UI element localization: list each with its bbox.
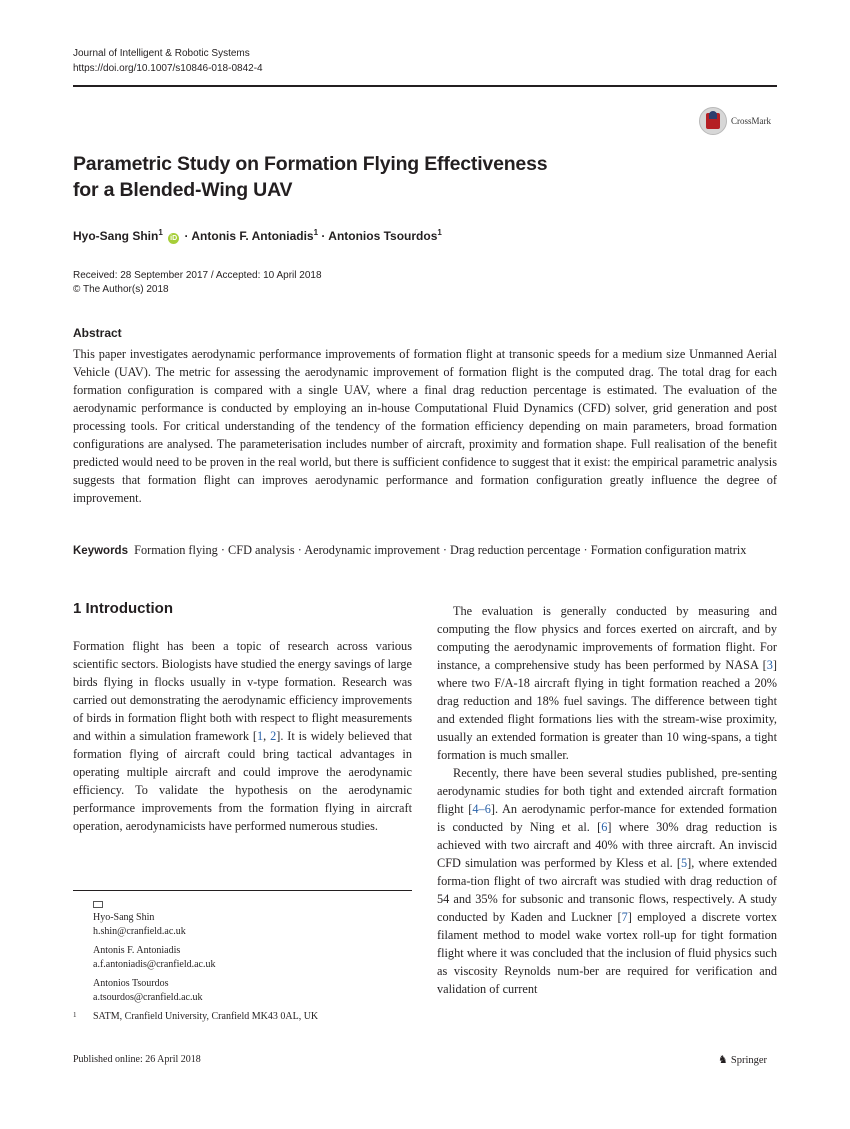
publisher-name: Springer — [730, 1055, 768, 1066]
envelope-icon — [93, 901, 103, 908]
citation-link[interactable]: 5 — [680, 856, 688, 870]
paragraph: Recently, there have been several studies published, pre-senting aerodynamic studies for both tight and extended aircraft formation flight [4–6]. An aerodynamic perfor-mance for extended formation is conducted by Ning et al. [6] where 30% drag reduction is achieved with two aircraft and 40% with three aircraft. An inviscid CFD simulation was performed by Kless et al. [5], where extended forma-tion flight of two aircraft was studied with drag reduction of 54 and 35% for subsonic and transonic flows, respectively. A study conducted by Kaden and Luckner [7] employed a discrete vortex filament method to model wake vortex roll-up for tight formation flight where it was concluded that the inclusion of fluid physics such as viscosity Reynolds num-ber are required for verification and validation of current — [437, 766, 778, 996]
affiliation-marker: 1 — [158, 228, 163, 237]
citation-link[interactable]: 6 — [601, 820, 608, 834]
journal-name: Journal of Intelligent & Robotic Systems — [73, 48, 250, 59]
crossmark-badge[interactable] — [699, 107, 779, 137]
crossmark-icon — [699, 107, 727, 135]
left-column — [73, 637, 412, 835]
abstract-heading: Abstract — [73, 326, 122, 340]
article-dates — [73, 269, 322, 297]
contact-name: Antonios Tsourdos — [93, 978, 169, 989]
copyright: © The Author(s) 2018 — [73, 284, 169, 295]
right-column — [437, 602, 777, 998]
citation-link[interactable]: 1 — [256, 729, 264, 743]
abstract-text: This paper investigates aerodynamic performance improvements of formation flight at transonic speeds for a medium size Unmanned Aerial Vehicle (UAV). The metric for assessing the aerodynamic improvement of formation flight is the computed drag. The total drag for each formation configuration is compared with a single UAV, where a final drag reduction percentage is estimated. The evaluation of the aerodynamic performance is conducted by employing an in-house Computational Fluid Dynamics (CFD) solver, grid generation and post processing tools. For critical understanding of the tendency of the formation efficiency depending on main parameters, broad formation configurations are analysed. The parameterisation includes number of aircraft, proximity and formation shape. Full realisation of the benefit predicted would need to be proven in the real world, but there is sufficient confidence to suggest that it exist: the empirical parametric analysis suggests that formation flight can improves aerodynamic performance and formation configuration greatly influence the degree of improvement. — [73, 347, 777, 505]
paragraph: Formation flight has been a topic of research across various scientific sectors. Biologists have studied the energy savings of large birds flying in flocks usually in v-type formation. Research was carried out demonstrating the aerodynamic efficiency improvements of birds in formation flight both with respect to flight measurements and within a simulation framework [1, 2]. It is widely believed that formation flying of aircraft could bring tactical advantages in operating multiple aircraft and could improve the aerodynamic efficiency. To validate the hypothesis on the aerodynamic performance improvements from the formation flying in aircraft operation, aerodynamicists have performed numerous studies. — [73, 639, 413, 833]
contact-email[interactable]: h.shin@cranfield.ac.uk — [93, 926, 186, 937]
publisher-logo — [718, 1053, 767, 1066]
author-name[interactable]: Antonis F. Antoniadis — [191, 229, 314, 243]
author-name[interactable]: Hyo-Sang Shin — [73, 229, 159, 243]
keywords-text: Formation flying · CFD analysis · Aerodynamic improvement · Drag reduction percentage · Formation configuration matrix — [134, 543, 747, 557]
header-rule — [73, 85, 777, 87]
contact-entry — [73, 897, 412, 939]
author-list — [73, 224, 442, 245]
published-date: Published online: 26 April 2018 — [73, 1054, 201, 1065]
contact-email[interactable]: a.tsourdos@cranfield.ac.uk — [93, 992, 203, 1003]
footnote-rule — [73, 890, 412, 891]
title-line-1: Parametric Study on Formation Flying Effectiveness — [73, 153, 548, 175]
affiliation-text: SATM, Cranfield University, Cranfield MK43 0AL, UK — [93, 1011, 319, 1022]
paragraph: The evaluation is generally conducted by measuring and computing the flow physics and forces exerted on aircraft, and by computing the aerodynamic improvements of formation flight. For instance, a comprehensive study has been performed by NASA [3] where two F/A-18 aircraft flying in tight formation reached a 20% drag reduction and 18% fuel savings. The difference between tight and extended flight formations lies with the stream-wise proximity, usually an extended formation is greater than 10 wing-spans, a tight formation is much smaller. — [437, 604, 777, 762]
keywords — [73, 541, 777, 560]
contact-name: Hyo-Sang Shin — [93, 912, 155, 923]
affiliation-marker: 1 — [437, 228, 442, 237]
author-separator: · — [184, 229, 189, 243]
article-title — [73, 151, 673, 203]
section-heading: 1 Introduction — [73, 600, 173, 617]
citation-link[interactable]: 4–6 — [472, 802, 491, 816]
contact-entry — [73, 944, 412, 972]
author-name[interactable]: Antonios Tsourdos — [328, 229, 438, 243]
springer-horse-icon: ♞ — [718, 1054, 728, 1066]
affiliation — [73, 1010, 412, 1029]
corresponding-authors — [73, 897, 412, 1010]
author-separator: · — [321, 229, 326, 243]
keywords-label: Keywords — [73, 545, 128, 557]
received-accepted: Received: 28 September 2017 / Accepted: 10 April 2018 — [73, 270, 322, 281]
doi-link[interactable]: https://doi.org/10.1007/s10846-018-0842-4 — [73, 63, 263, 74]
citation-link[interactable]: 3 — [766, 658, 773, 672]
citation-link[interactable]: 7 — [621, 910, 628, 924]
title-line-2: for a Blended-Wing UAV — [73, 179, 293, 201]
crossmark-label: CrossMark — [731, 116, 771, 126]
citation-link[interactable]: 2 — [270, 729, 277, 743]
journal-header — [73, 46, 263, 76]
affiliation-marker: 1 — [313, 228, 319, 237]
contact-entry — [73, 977, 412, 1005]
orcid-icon[interactable]: iD — [170, 235, 178, 242]
contact-name: Antonis F. Antoniadis — [93, 945, 181, 956]
affiliation-number: 1 — [73, 1011, 77, 1019]
contact-email[interactable]: a.f.antoniadis@cranfield.ac.uk — [93, 959, 216, 970]
